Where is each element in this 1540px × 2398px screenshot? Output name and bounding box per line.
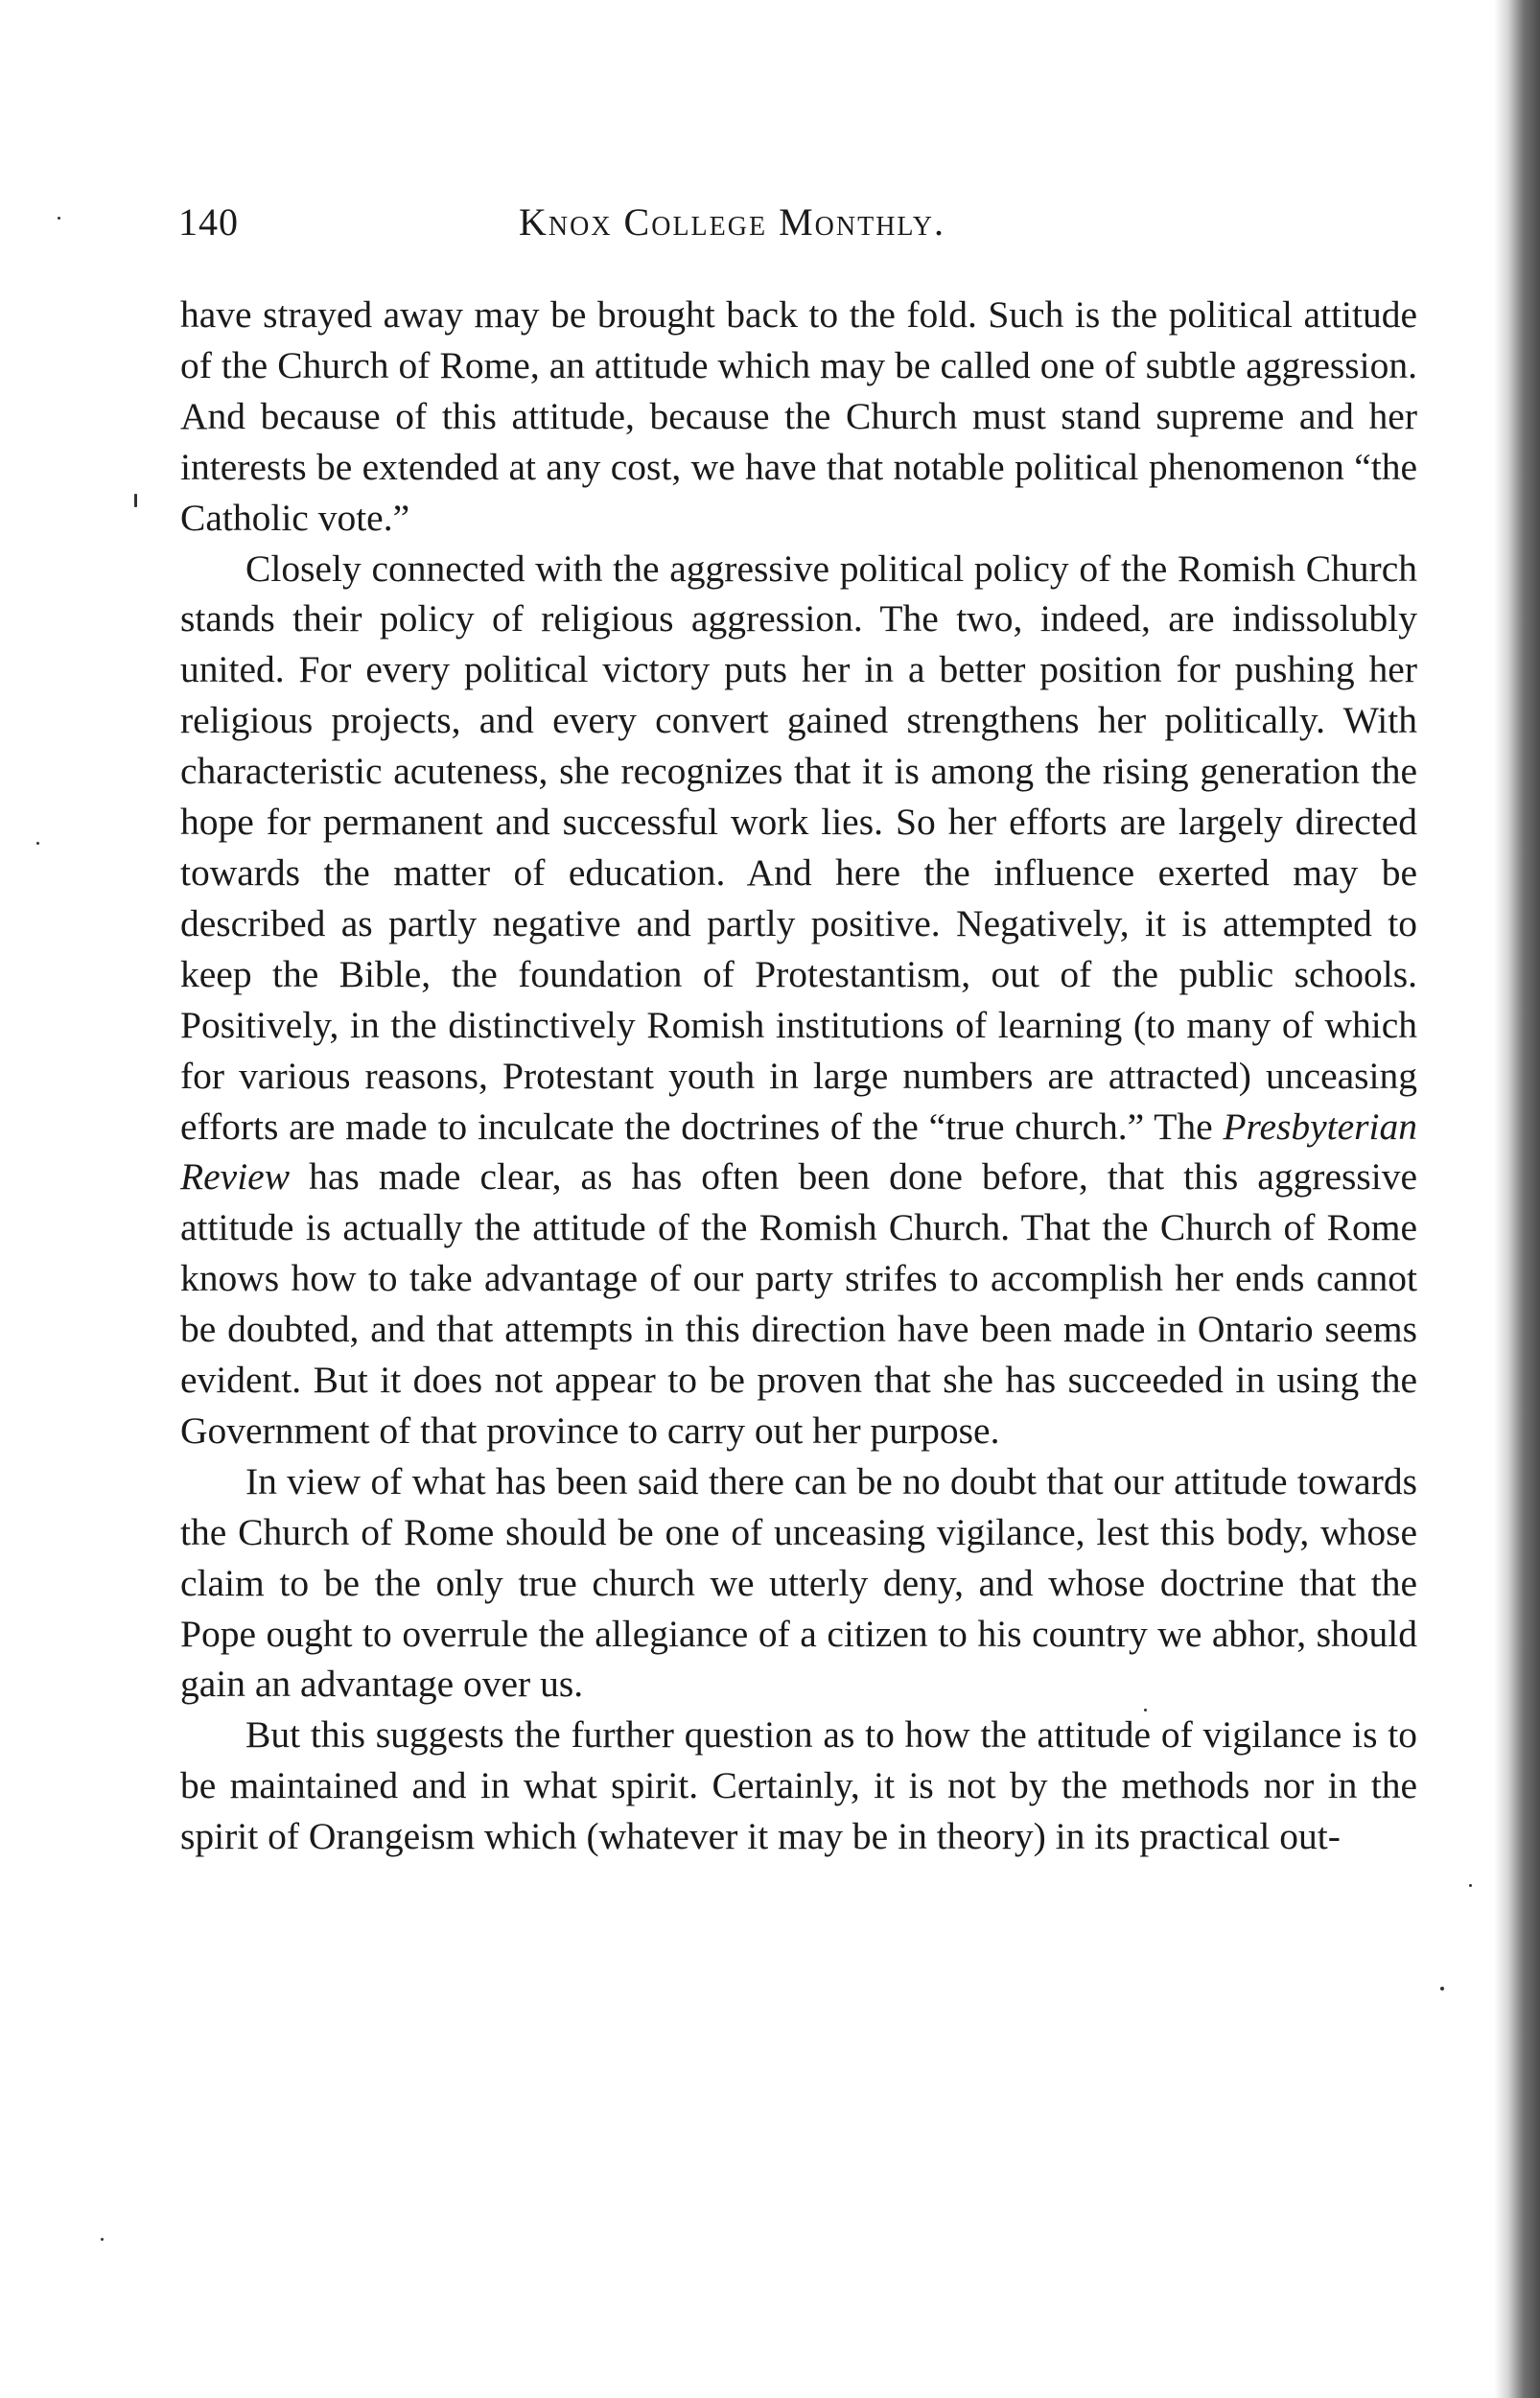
scan-speck	[134, 494, 137, 507]
scan-speck	[58, 217, 60, 220]
scan-speck	[1440, 1987, 1444, 1991]
periodical-title: Presbyterian Review	[180, 1105, 1417, 1199]
paragraph-2-text-b: has made clear, as has often been done before, that this aggressive attitude is actually the attitude of the Romish Church. That the Church of Rome knows how to take advantage of our party strifes to accomplish her ends cannot be doubted, and that attempts in this direction have been made in Ontario seems evident. But it does not appear to be proven that she has succeeded in using the Government of that province to carry out her purpose.	[180, 1155, 1417, 1452]
scan-speck	[1144, 1709, 1147, 1711]
paragraph-2-text-a: Closely connected with the aggressive political policy of the Romish Church stands their policy of religious aggression. The two, indeed, are indissolubly united. For every political victory puts her in a better position for pushing her religious projects, and every convert gained strengthens her politically. With characteristic acuteness, she recognizes that it is among the rising generation the hope for permanent and successful work lies. So her efforts are largely directed towards the matter of education. And here the influence exerted may be described as partly negative and partly positive. Negatively, it is attempted to keep the Bible, the foundation of Protestantism, out of the public schools. Positively, in the distinctively Romish institutions of learning (to many of which for various reasons, Protestant youth in large numbers are attracted) unceasing efforts are made to inculcate the doctrines of the “true church.” The	[180, 547, 1417, 1148]
scan-speck	[101, 2238, 104, 2241]
paragraph-4	[180, 1710, 1417, 1862]
paragraph-2	[180, 544, 1417, 1456]
running-head	[178, 199, 1425, 257]
body-text	[180, 290, 1417, 1862]
page-edge-shadow	[1494, 0, 1540, 2398]
page-number: 140	[178, 200, 239, 244]
paragraph-1	[180, 290, 1417, 544]
paragraph-4-text: But this suggests the further question as to how the attitude of vigilance is to be maintained and in what spirit. Certainly, it is not by the methods nor in the spirit of Orangeism which (whatever it may be in theory) in its practical out-	[180, 1713, 1417, 1858]
paragraph-1-text: have strayed away may be brought back to the fold. Such is the political attitude of the Church of Rome, an attitude which may be called one of subtle aggression. And because of this attitude, because the Church must stand supreme and her interests be extended at any cost, we have that notable political phenomenon “the Catholic vote.”	[180, 293, 1417, 539]
scan-speck	[36, 842, 39, 845]
journal-title: Knox College Monthly.	[519, 200, 945, 244]
scan-speck	[1469, 1884, 1472, 1887]
paragraph-3	[180, 1456, 1417, 1711]
paragraph-3-text: In view of what has been said there can be no doubt that our attitude towards the Church of Rome should be one of unceasing vigilance, lest this body, whose claim to be the only true church we utterly deny, and whose doctrine that the Pope ought to overrule the allegiance of a citizen to his country we abhor, should gain an advantage over us.	[180, 1459, 1417, 1706]
